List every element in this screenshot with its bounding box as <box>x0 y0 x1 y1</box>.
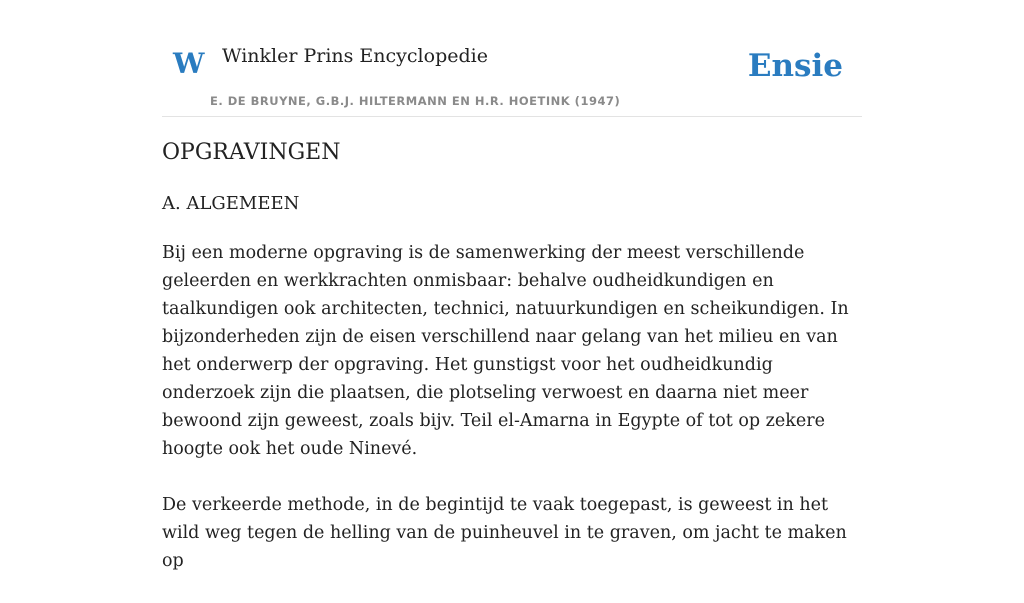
site-title[interactable]: Winkler Prins Encyclopedie <box>222 45 488 67</box>
content-container <box>162 0 862 571</box>
winkler-prins-logo[interactable]: W <box>173 47 205 80</box>
article-title: OPGRAVINGEN <box>162 140 341 165</box>
article-body <box>162 239 862 603</box>
site-header <box>162 0 862 117</box>
authors-subtitle: E. DE BRUYNE, G.B.J. HILTERMANN EN H.R. HOETINK (1947) <box>210 94 621 108</box>
ensie-logo[interactable]: Ensie <box>747 48 843 84</box>
paragraph: Bij een moderne opgraving is de samenwerking der meest verschillende geleerden en werkkrachten onmisbaar: behalve oudheidkundigen en taalkundigen ook architecten, technici, natuurkundigen en scheikundigen. In bijzonderheden zijn de eisen verschillend naar gelang van het milieu en van het onderwerp der opgraving. Het gunstigst voor het oudheidkundig onderzoek zijn die plaatsen, die plotseling verwoest en daarna niet meer bewoond zijn geweest, zoals bijv. Teil el-Amarna in Egypte of tot op zekere hoogte ook het oude Ninevé. <box>162 243 849 459</box>
paragraph: De verkeerde methode, in de begintijd te vaak toegepast, is geweest in het wild weg tegen de helling van de puinheuvel in te graven, om jacht te maken op <box>162 495 847 571</box>
section-title: A. ALGEMEEN <box>162 193 300 214</box>
